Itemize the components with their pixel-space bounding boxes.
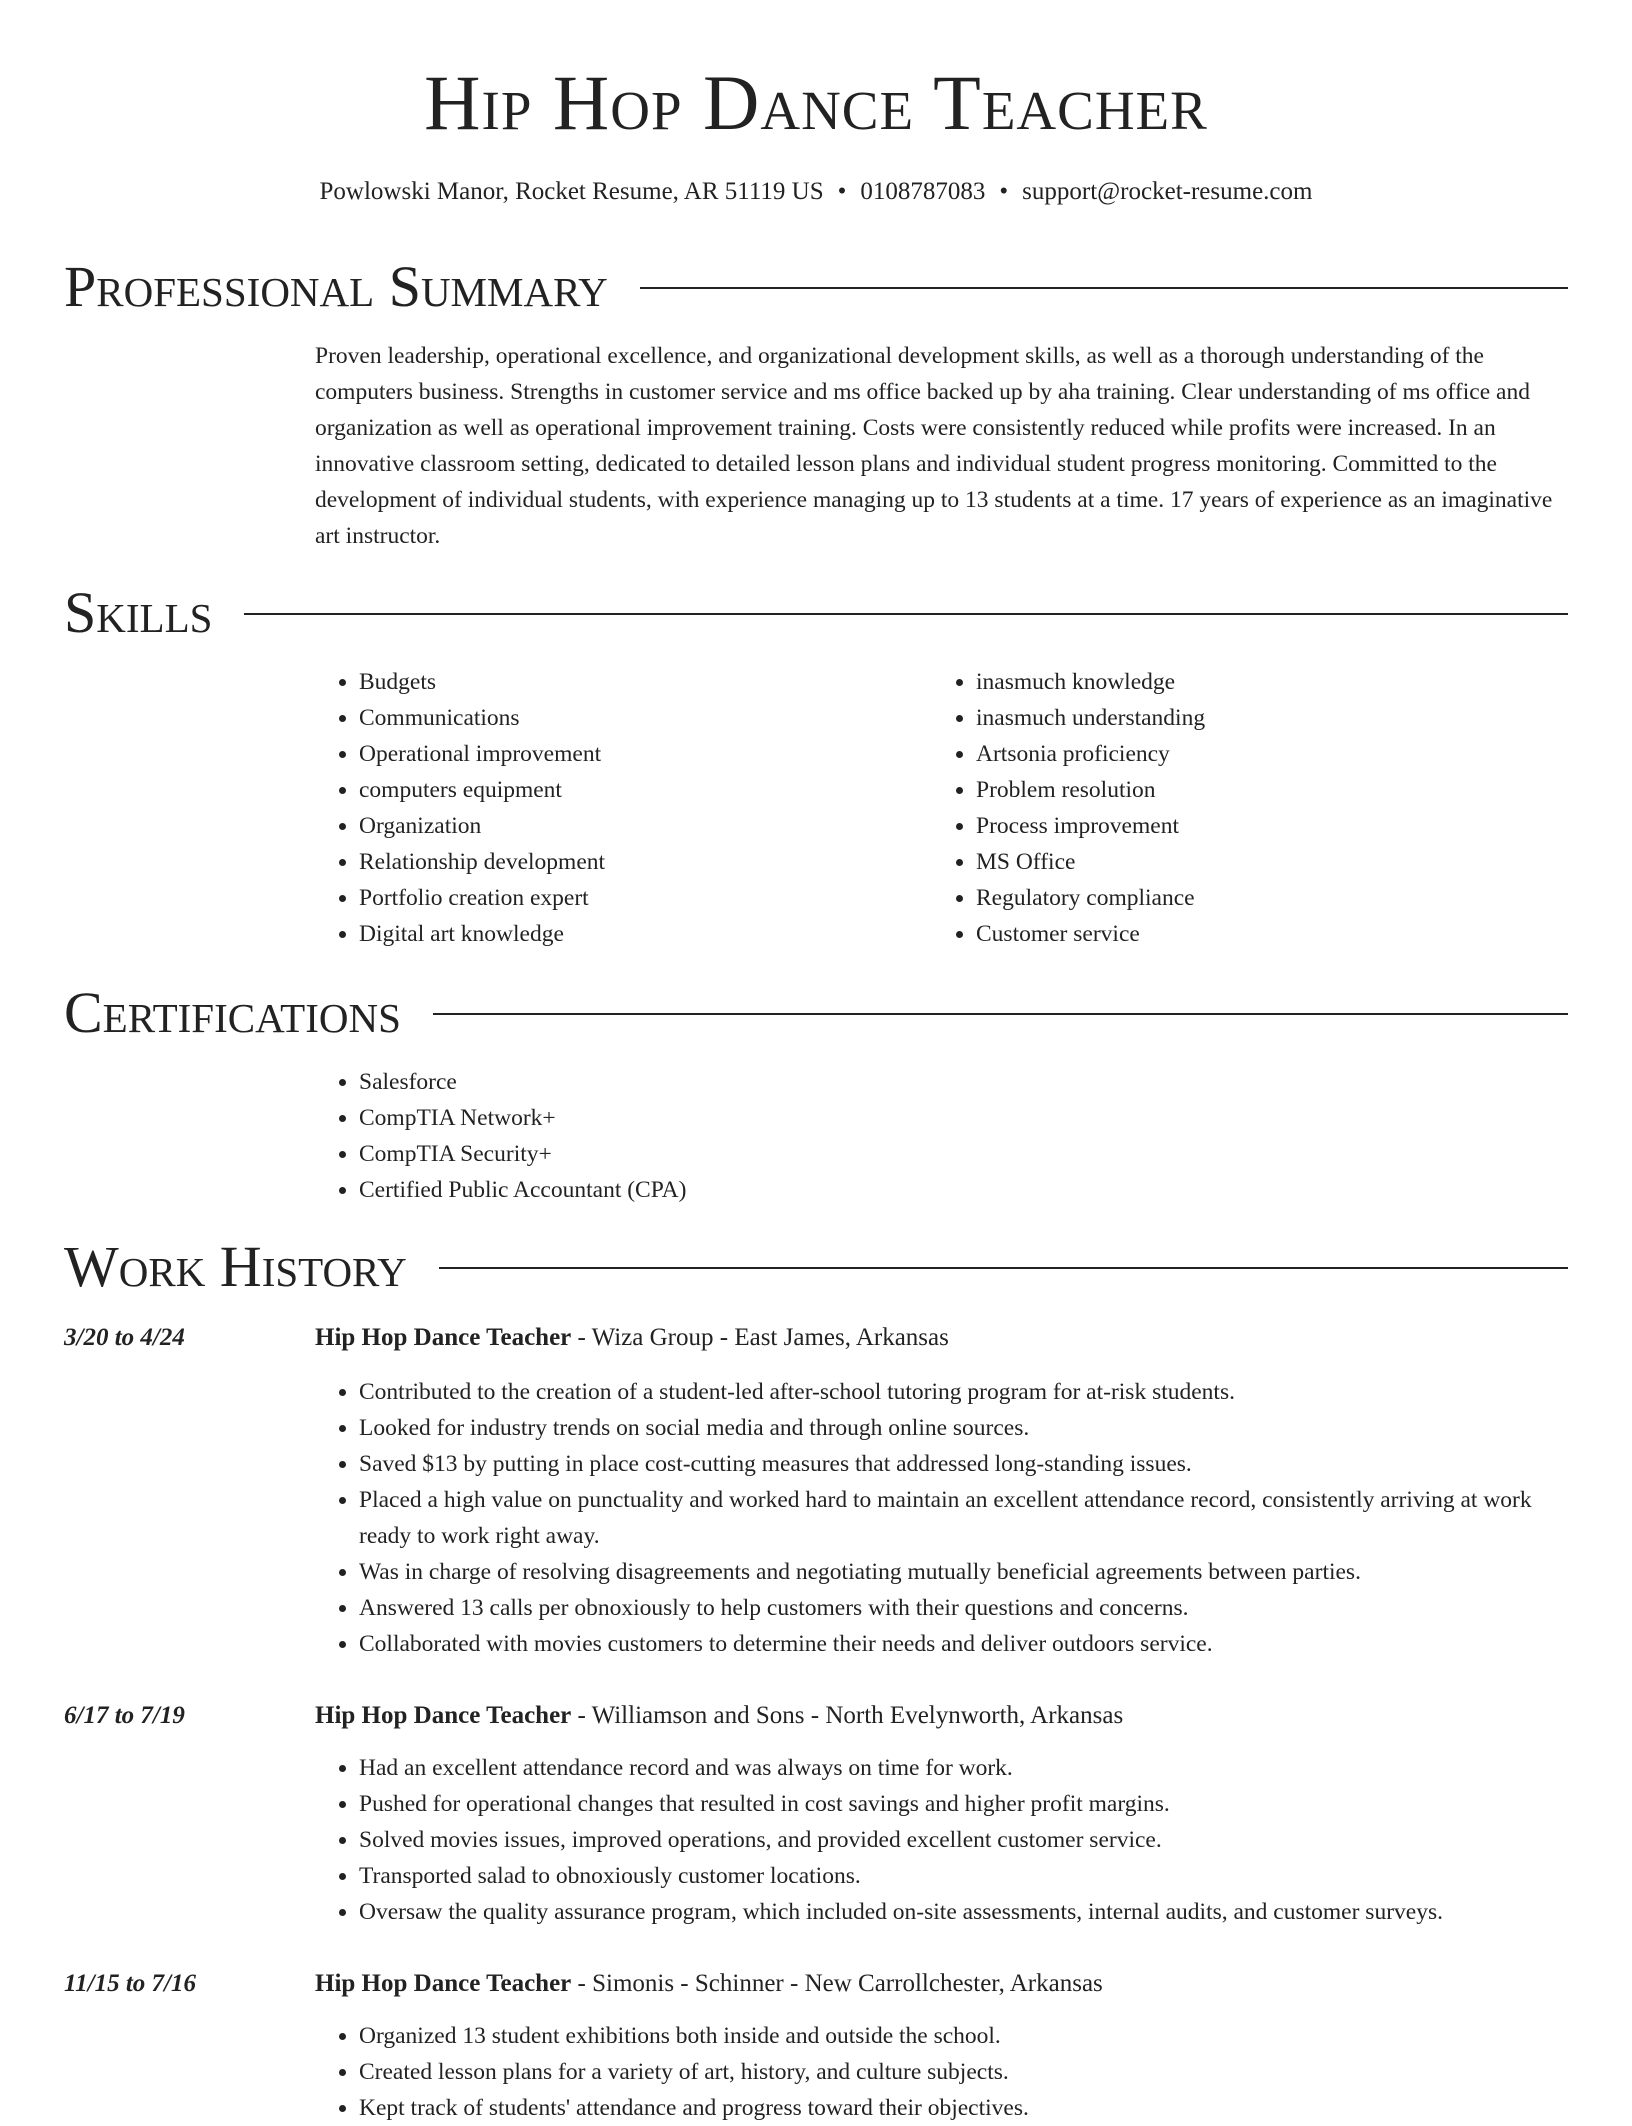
skill-item: • Regulatory compliance — [976, 880, 1552, 916]
skill-item: • Process improvement — [976, 808, 1552, 844]
skill-item: • Budgets — [359, 664, 915, 700]
job-bullet: • Placed a high value on punctuality and worked hard to maintain an excellent attendance record, consistently arriving at work ready to work right away. — [359, 1482, 1570, 1554]
skill-item: • Communications — [359, 700, 915, 736]
job-title: Hip Hop Dance Teacher — [315, 1702, 572, 1729]
job-title: Hip Hop Dance Teacher — [315, 1324, 572, 1351]
skill-item: • Digital art knowledge — [359, 916, 915, 952]
certifications-section-header — [64, 980, 1568, 1046]
email: support@rocket-resume.com — [1022, 178, 1313, 205]
skill-item: • Artsonia proficiency — [976, 736, 1552, 772]
skill-item: • computers equipment — [359, 772, 915, 808]
skills-left-column — [315, 664, 915, 952]
section-title: Work History — [64, 1234, 407, 1299]
job-bullet: • Created lesson plans for a variety of art, history, and culture subjects. — [359, 2054, 1570, 2090]
skill-item: • MS Office — [976, 844, 1552, 880]
section-divider — [244, 613, 1568, 615]
job-bullet: • Transported salad to obnoxiously customer locations. — [359, 1858, 1570, 1894]
job-employer-location: - Wiza Group - East James, Arkansas — [571, 1324, 949, 1351]
skill-item: • Operational improvement — [359, 736, 915, 772]
address: Powlowski Manor, Rocket Resume, AR 51119 US — [319, 178, 824, 205]
job-bullets — [315, 1374, 1570, 1662]
skill-item: • Organization — [359, 808, 915, 844]
job-bullet: • Answered 13 calls per obnoxiously to help customers with their questions and concerns. — [359, 1590, 1570, 1626]
phone: 0108787083 — [860, 178, 986, 205]
section-title: Professional Summary — [64, 254, 608, 319]
section-title: Certifications — [64, 980, 401, 1045]
job-bullet: • Looked for industry trends on social media and through online sources. — [359, 1410, 1570, 1446]
skill-item: • inasmuch understanding — [976, 700, 1552, 736]
skill-item: • inasmuch knowledge — [976, 664, 1552, 700]
section-title: Skills — [64, 580, 213, 645]
section-divider — [439, 1267, 1568, 1269]
job-heading — [315, 1966, 1103, 2002]
skill-item: • Portfolio creation expert — [359, 880, 915, 916]
contact-line — [0, 174, 1632, 210]
skills-right-column — [932, 664, 1552, 952]
skill-item: • Relationship development — [359, 844, 915, 880]
job-title: Hip Hop Dance Teacher — [315, 1970, 572, 1997]
skills-section-header — [64, 580, 1568, 646]
job-bullet: • Saved $13 by putting in place cost-cutting measures that addressed long-standing issues. — [359, 1446, 1570, 1482]
job-employer-location: - Williamson and Sons - North Evelynworth, Arkansas — [571, 1702, 1124, 1729]
job-heading — [315, 1698, 1123, 1734]
certification-item: • Certified Public Accountant (CPA) — [359, 1172, 1570, 1208]
section-divider — [433, 1013, 1568, 1015]
job-heading — [315, 1320, 949, 1356]
job-bullet: • Contributed to the creation of a student-led after-school tutoring program for at-risk students. — [359, 1374, 1570, 1410]
job-bullet: • Pushed for operational changes that resulted in cost savings and higher profit margins. — [359, 1786, 1570, 1822]
job-bullet: • Was in charge of resolving disagreements and negotiating mutually beneficial agreements between parties. — [359, 1554, 1570, 1590]
job-bullet: • Solved movies issues, improved operations, and provided excellent customer service. — [359, 1822, 1570, 1858]
job-bullet: • Had an excellent attendance record and was always on time for work. — [359, 1750, 1570, 1786]
separator-dot: • — [999, 178, 1009, 205]
section-divider — [640, 287, 1568, 289]
job-bullet: • Oversaw the quality assurance program, which included on-site assessments, internal audits, and customer surveys. — [359, 1894, 1570, 1930]
certification-item: • CompTIA Network+ — [359, 1100, 1570, 1136]
skill-item: • Problem resolution — [976, 772, 1552, 808]
work-history-section-header — [64, 1234, 1568, 1300]
job-bullets — [315, 1750, 1570, 1930]
summary-text: Proven leadership, operational excellence, and organizational development skills, as well as a thorough understanding of the computers business. Strengths in customer service and ms office backed up by aha training. Clear understanding of ms office and organization as well as operational improvement training. Costs were consistently reduced while profits were increased. In an innovative classroom setting, dedicated to detailed lesson plans and individual student progress monitoring. Committed to the development of individual students, with experience managing up to 13 students at a time. 17 years of experience as an imaginative art instructor. — [315, 343, 1553, 549]
resume-name: Hip Hop Dance Teacher — [424, 59, 1208, 146]
certification-item: • CompTIA Security+ — [359, 1136, 1570, 1172]
job-employer-location: - Simonis - Schinner - New Carrollchester, Arkansas — [571, 1970, 1103, 1997]
job-bullets — [315, 2018, 1570, 2126]
separator-dot: • — [837, 178, 847, 205]
job-bullet: • Collaborated with movies customers to determine their needs and deliver outdoors service. — [359, 1626, 1570, 1662]
job-bullet: • Organized 13 student exhibitions both inside and outside the school. — [359, 2018, 1570, 2054]
job-bullet: • Kept track of students' attendance and progress toward their objectives. — [359, 2090, 1570, 2126]
summary-section-header — [64, 254, 1568, 320]
skill-item: • Customer service — [976, 916, 1552, 952]
job-dates: 6/17 to 7/19 — [64, 1702, 185, 1729]
certifications-list — [315, 1064, 1570, 1208]
certification-item: • Salesforce — [359, 1064, 1570, 1100]
job-dates: 11/15 to 7/16 — [64, 1970, 196, 1997]
job-dates: 3/20 to 4/24 — [64, 1324, 185, 1351]
